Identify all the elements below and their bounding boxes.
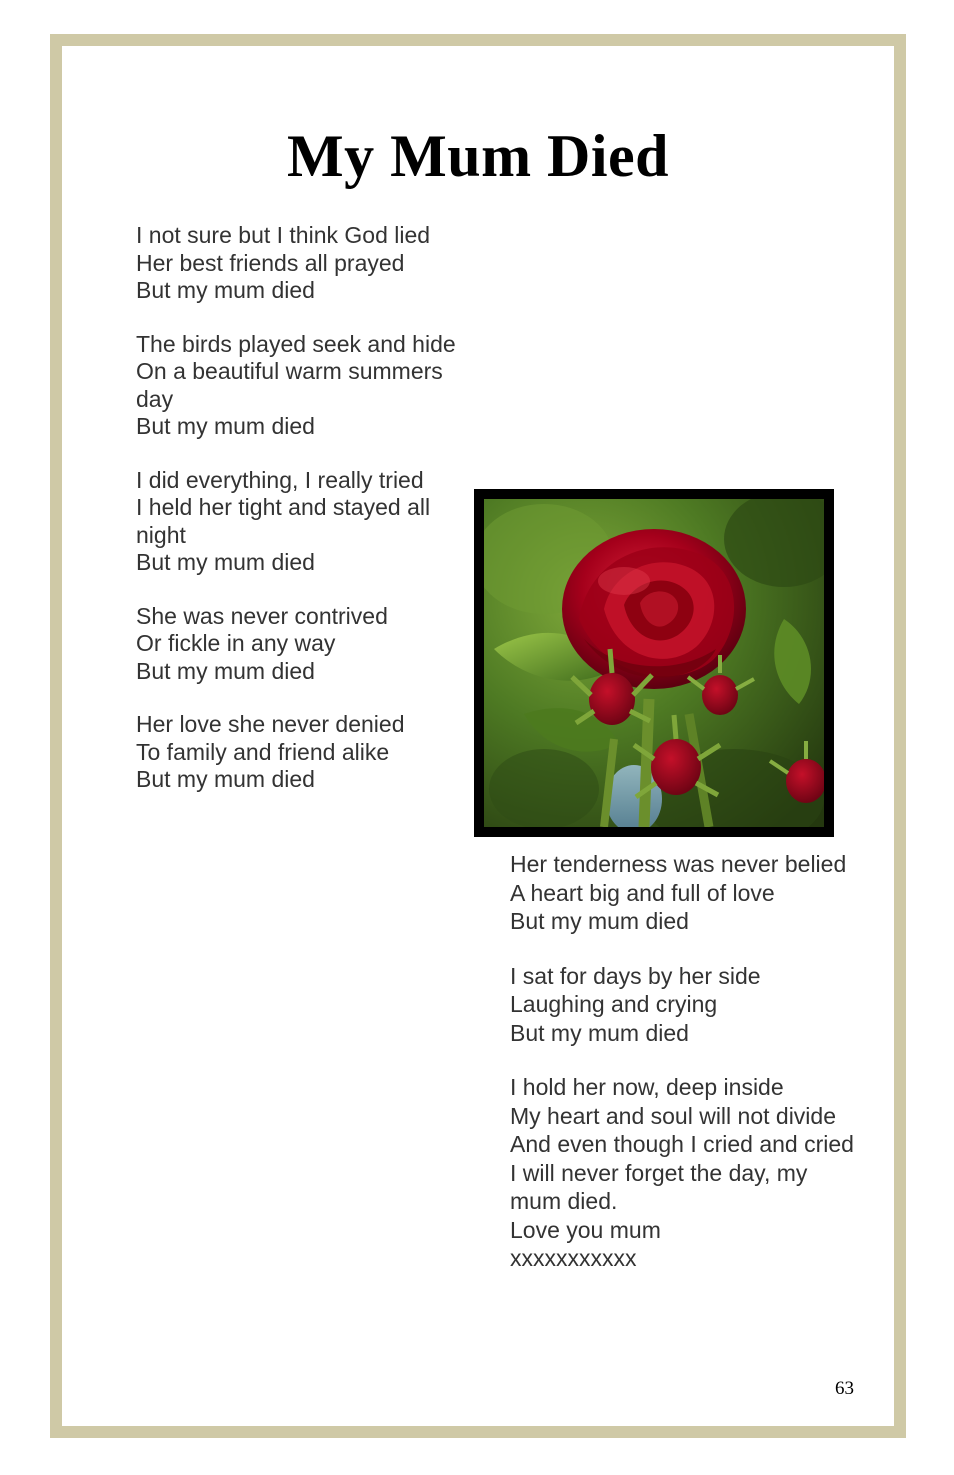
page-title: My Mum Died [286, 123, 670, 189]
page-number: 63 [835, 1378, 854, 1399]
poem-line: To family and friend alike [136, 738, 390, 765]
poem-line: I held her tight and stayed all night [136, 494, 437, 548]
poem-right-column [510, 850, 858, 1273]
poem-line: xxxxxxxxxxx [510, 1245, 637, 1271]
poem-line: Laughing and crying [510, 991, 718, 1017]
poem-line: I not sure but I think God lied [136, 222, 431, 248]
stanza [510, 850, 858, 936]
poem-line: Her best friends all prayed [136, 249, 405, 276]
rose-photo-image [484, 499, 824, 827]
stanza [136, 603, 466, 686]
poem-line: But my mum died [136, 549, 315, 575]
poem-line: Or fickle in any way [136, 630, 336, 656]
poem-line: A heart big and full of love [510, 879, 775, 906]
poem-line: The birds played seek and hide [136, 330, 456, 357]
poem-line: I will never forget the day, my mum died. [510, 1159, 814, 1214]
poem-line: Her love she never denied [136, 711, 405, 737]
rose-photo [474, 489, 834, 837]
poem-line: Her tenderness was never belied [510, 851, 847, 877]
poem-line: I hold her now, deep inside [510, 1074, 784, 1100]
stanza [510, 962, 858, 1048]
rose-illustration-icon [484, 499, 824, 827]
poem-line: I sat for days by her side [510, 962, 761, 989]
poem-line: My heart and soul will not divide [510, 1102, 836, 1129]
poem-line: But my mum died [510, 1019, 689, 1046]
poem-line: But my mum died [136, 657, 315, 684]
stanza [136, 331, 466, 441]
poem-line: She was never contrived [136, 602, 388, 629]
poem-line: But my mum died [136, 413, 315, 439]
poem-line: On a beautiful warm summers day [136, 358, 450, 412]
poem-line: But my mum died [136, 766, 315, 792]
poem-line: But my mum died [136, 277, 315, 303]
page-content-area [62, 46, 894, 1426]
poem-line: And even though I cried and cried [510, 1131, 854, 1157]
stanza [136, 711, 466, 794]
stanza [136, 222, 466, 305]
stanza [136, 467, 466, 577]
poem-line: I did everything, I really tried [136, 466, 424, 493]
stanza [510, 1073, 858, 1273]
poem-left-column [136, 222, 466, 794]
poem-line: Love you mum [510, 1216, 661, 1243]
poem-line: But my mum died [510, 908, 689, 934]
